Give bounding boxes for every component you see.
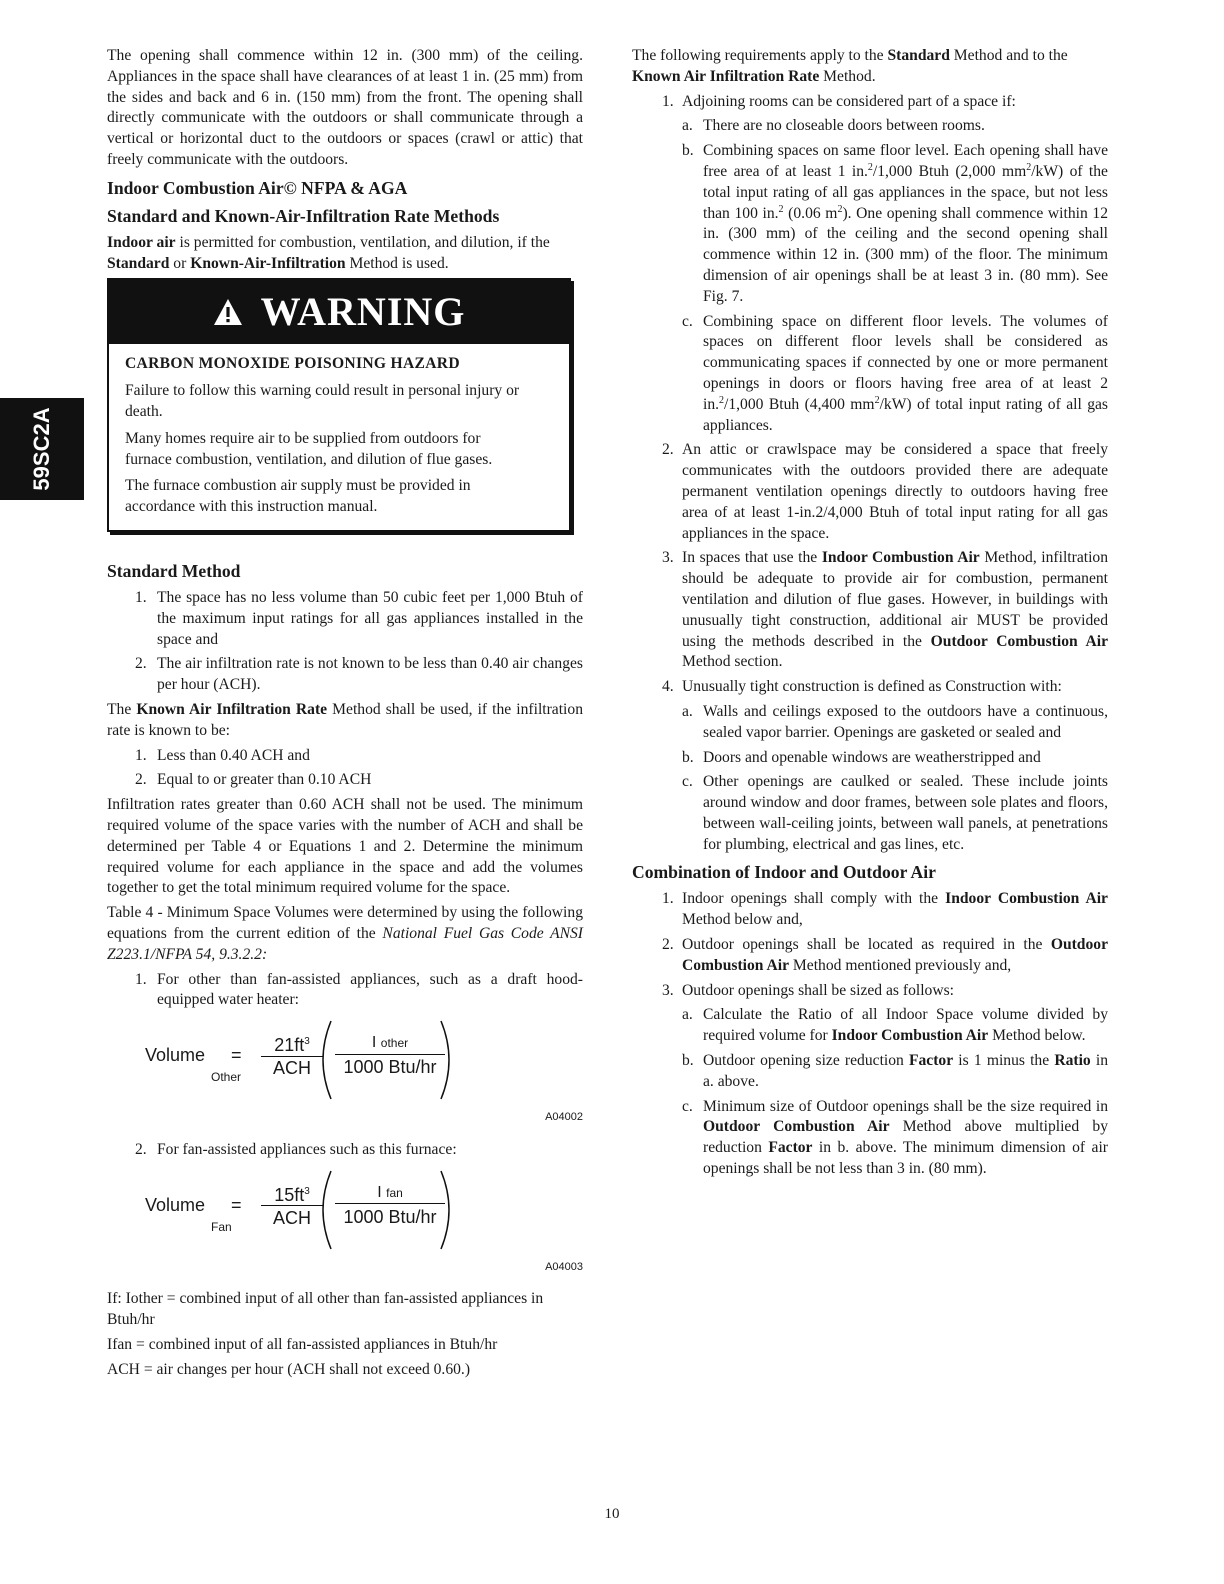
known-rate-intro: The Known Air Infiltration Rate Method shall be used, if the infiltration rate is known to be: (107, 700, 583, 739)
warning-text: The furnace combustion air supply must be provided in accordance with this instruction manual. (125, 477, 471, 516)
known-rate-list (107, 746, 583, 792)
sub-list-item: c. Minimum size of Outdoor openings shall be the size required in Outdoor Combustion Air Method above multiplied by reduction Factor in b. above. The minimum dimension of air openings shall be not less than 3 in. (80 mm). (682, 1097, 1108, 1178)
list-item: 3. In spaces that use the Indoor Combustion Air Method, infiltration should be adequate to provide air for combustion, permanent ventilation and dilution of flue gases. However, in buildings with unusually tight construction, additional air MUST be provided using the methods described in the Outdoor Combustion Air Method section. (662, 549, 1108, 671)
left-column (107, 46, 583, 1385)
eq-denominator: ACH (272, 1058, 311, 1079)
right-paren-icon (439, 1019, 459, 1101)
sub-list-item: c. Combining space on different floor levels. The volumes of spaces on different floor levels shall be considered as communicating spaces if connected by one or more permanent openings in doors or floors having free area of at least 2 in.$^2$/1,000 Btuh (4,400 $mm^2/kW$) of total input rating of all gas appliances. (682, 312, 1108, 434)
definition-ifan: Ifan = combined input of all fan-assisted appliances in Btuh/hr (107, 1336, 498, 1354)
list-item: 2. The air infiltration rate is not known to be less than 0.40 air changes per hour (ACH). (135, 655, 583, 694)
list-item: 2. Outdoor openings shall be located as required in the Outdoor Combustion Air Method mentioned previously and, (662, 936, 1108, 974)
page-number: 10 (604, 1506, 620, 1522)
heading-indoor-combustion-air: Indoor Combustion Air© NFPA & AGA (107, 177, 408, 198)
left-paren-icon (313, 1169, 333, 1251)
list-item: 4. Unusually tight construction is defined as Construction with: a. Walls and ceilings exposed to the outdoors have a continuous, sealed vapor barrier. Openings are gasketed or sealed and b. Doors and openable windows are weatherstripped and c. Other openings are caulked or sealed. These include joints around window and door frames, between sole plates and floors, between wall-ceiling joints, between wall panels, at penetrations for plumbing, electrical and gas lines, etc. (632, 677, 1108, 855)
list-item: 1. For other than fan-assisted appliances, such as a draft hood-equipped water heater: (135, 970, 583, 1009)
sub-list-item: a. Walls and ceilings exposed to the outdoors have a continuous, sealed vapor barrier. Openings are gasketed or sealed and (682, 702, 1108, 741)
warning-text: Many homes require air to be supplied from outdoors for furnace combustion, ventilation, and dilution of flue gases. (125, 429, 493, 468)
list-item: 1. Adjoining rooms can be considered part of a space if: a. There are no closeable doors between rooms. b. Combining spaces on same floor level. Each opening shall have free area of at least 1 in.$^2$/1,000 Btuh (2,000 $mm^2/kW$) of the total input rating of all gas appliances in the space, but not less than 100 in.$^2$ (0.06 $m^2$). One opening shall commence within 12 in. (300 mm) of the ceiling and the second opening shall commence within 12 in. (300 mm) of the floor. The minimum dimension of air openings shall be at least 3 in. (80 mm). See Fig. 7. c. Combining space on different floor levels. The volumes of spaces on different floor levels shall be considered as communicating spaces if connected by one or more permanent openings in doors or floors having free area of at least 2 in.$^2$/1,000 Btuh (4,400 $mm^2/kW$) of total input rating of all gas appliances. (632, 92, 1108, 437)
eq-btu-term: 1000 Btu/hr (343, 1206, 437, 1227)
eq-btu-term: 1000 Btu/hr (343, 1057, 437, 1078)
requirements-list (632, 92, 1108, 856)
definition-iother: If: Iother = combined input of all other than fan-assisted appliances in Btuh/hr (107, 1290, 544, 1329)
definition-ach: ACH = air changes per hour (ACH shall not exceed 0.60.) (107, 1360, 471, 1378)
sub-list (682, 1005, 1108, 1179)
warning-text: Failure to follow this warning could result in personal injury or death. (125, 382, 520, 420)
section-tab (0, 398, 84, 500)
intro-paragraph: The opening shall commence within 12 in. (300 mm) of the ceiling. Appliances in the space shall have clearances of at least 1 in. (25 mm) from the sides and back and 6 in. (150 mm) from the front. The opening shall directly communicate with the outdoors or shall communicate through a vertical or horizontal duct to the outdoors or spaces (crawl or attic) that freely communicate with the outdoors. (107, 47, 583, 168)
requirements-intro: The following requirements apply to the Standard Method and to the Known Air Infiltration Rate Method. (632, 47, 1068, 85)
sub-list (682, 702, 1108, 856)
sub-list (682, 116, 1108, 436)
warning-box (107, 278, 571, 532)
list-item: 2. Equal to or greater than 0.10 ACH (135, 771, 372, 789)
figure-code: A04002 (545, 1111, 583, 1124)
warning-triangle-icon (213, 298, 243, 326)
heading-standard-known-methods: Standard and Known-Air-Infiltration Rate Methods (107, 205, 500, 226)
combination-list (632, 889, 1108, 1179)
sub-list-item: a. There are no closeable doors between rooms. (682, 117, 985, 135)
hazard-title: CARBON MONOXIDE POISONING HAZARD (125, 355, 460, 373)
heading-combination: Combination of Indoor and Outdoor Air (632, 862, 936, 883)
equation-volume-other: Volume Other = $21ft^3$ ACH I other 1000 Btu/hr (107, 1015, 583, 1107)
indoor-air-paragraph: Indoor air is permitted for combustion, ventilation, and dilution, if the Standard or Known-Air-Infiltration Method is used. (107, 233, 550, 272)
section-tab-label: 59SC2A (29, 407, 54, 491)
equation1-list (107, 970, 583, 1012)
sub-list-item: b. Outdoor opening size reduction Factor is 1 minus the Ratio in a. above. (682, 1052, 1108, 1090)
figure-code: A04003 (545, 1260, 583, 1273)
table4-paragraph: Table 4 - Minimum Space Volumes were determined by using the following equations from the current edition of the National Fuel Gas Code ANSI Z223.1/NFPA 54, 9.3.2.2: (107, 904, 583, 963)
eq-input-term: I fan (335, 1183, 445, 1205)
list-item: 2. For fan-assisted appliances such as this furnace: (135, 1140, 457, 1158)
eq-input-term: I other (335, 1033, 445, 1055)
equation-volume-fan: Volume Fan = $15ft^3$ ACH I fan 1000 Btu/hr (107, 1165, 583, 1257)
left-paren-icon (313, 1019, 333, 1101)
warning-header (109, 280, 569, 344)
eq-numerator: $21ft^3$ (261, 1035, 323, 1057)
list-item: 1. The space has no less volume than 50 cubic feet per 1,000 Btuh of the maximum input ratings for all gas appliances installed in the space and (135, 588, 583, 648)
warning-title: WARNING (260, 288, 466, 334)
list-item: 1. Less than 0.40 ACH and (135, 746, 310, 764)
heading-standard-method: Standard Method (107, 560, 241, 581)
list-item: 1. Indoor openings shall comply with the Indoor Combustion Air Method below and, (662, 890, 1108, 929)
list-item: 3. Outdoor openings shall be sized as follows: a. Calculate the Ratio of all Indoor Space volume divided by required volume for Indoor Combustion Air Method below. b. Outdoor opening size reduction Factor is 1 minus the Ratio in a. above. c. Minimum size of Outdoor openings shall be the size required in Outdoor Combustion Air Method above multiplied by reduction Factor in b. above. The minimum dimension of air openings shall be not less than 3 in. (80 mm). (632, 981, 1108, 1180)
standard-method-list (107, 588, 583, 696)
eq-denominator: ACH (272, 1207, 311, 1228)
sub-list-item: b. Combining spaces on same floor level. Each opening shall have free area of at least 1 in.$^2$/1,000 Btuh (2,000 $mm^2/kW$) of the total input rating of all gas appliances in the space, but not less than 100 in.$^2$ (0.06 $m^2$). One opening shall commence within 12 in. (300 mm) of the ceiling and the second opening shall commence within 12 in. (300 mm) of the floor. The minimum dimension of air openings shall be at least 3 in. (80 mm). See Fig. 7. (682, 142, 1108, 305)
sub-list-item: b. Doors and openable windows are weatherstripped and (682, 748, 1041, 766)
infiltration-paragraph: Infiltration rates greater than 0.60 ACH shall not be used. The minimum required volume of the space varies with the number of ACH and shall be determined per Table 4 or Equations 1 and 2. Determine the minimum required volume for each appliance in the space and add the volumes together to get the total minimum required volume for the space. (107, 796, 583, 897)
right-column (632, 46, 1108, 1184)
sub-list-item: c. Other openings are caulked or sealed. These include joints around window and door frames, between sole plates and floors, between wall-ceiling joints, between wall panels, at penetrations for plumbing, electrical and gas lines, etc. (682, 773, 1108, 853)
list-item: 2. An attic or crawlspace may be considered a space that freely communicates with the outdoors provided there are adequate permanent ventilation openings directly to outdoors having free area of at least 1-in.2/4,000 Btuh of total input rating for all gas appliances in the space. (662, 441, 1108, 542)
equation2-list (107, 1140, 583, 1161)
warning-body (109, 344, 569, 530)
eq-numerator: $15ft^3$ (261, 1185, 323, 1207)
right-paren-icon (439, 1169, 459, 1251)
sub-list-item: a. Calculate the Ratio of all Indoor Space volume divided by required volume for Indoor Combustion Air Method below. (682, 1006, 1108, 1045)
